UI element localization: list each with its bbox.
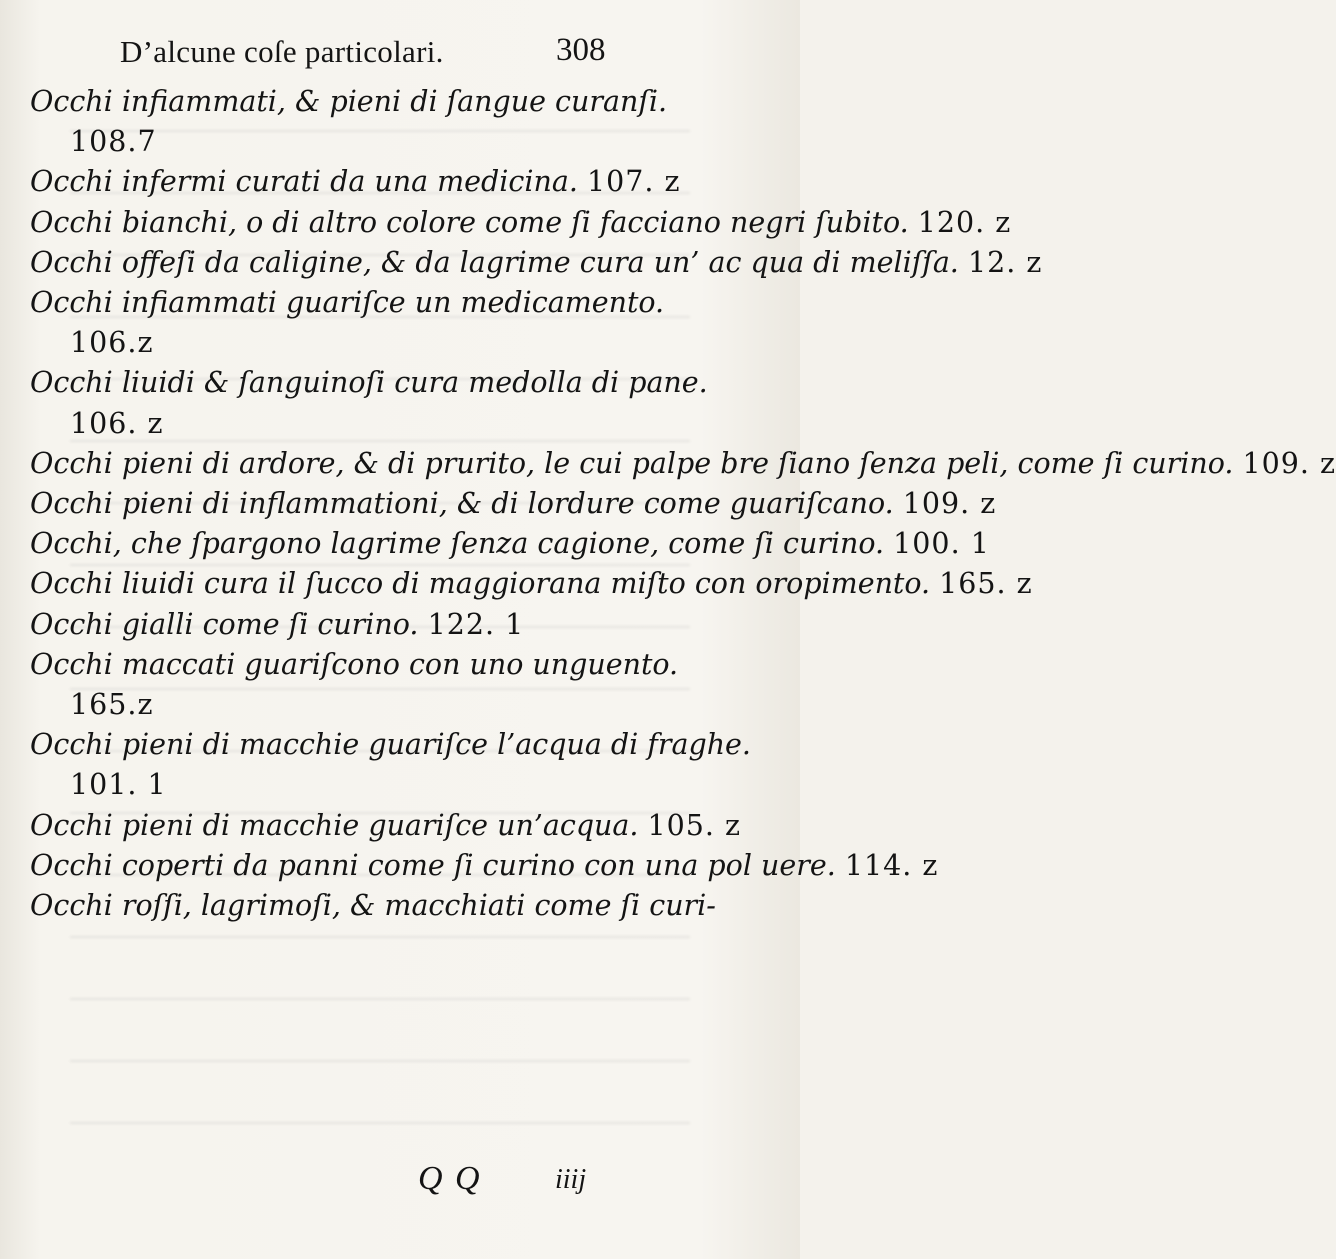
signature-number: iiij	[555, 1164, 587, 1195]
index-entry: Occhi offeſi da caligine, & da lagrime cura un’ ac qua di meliſſa. 12. z	[30, 245, 1043, 279]
index-entry: Occhi coperti da panni come ſi curino con una pol uere. 114. z	[30, 848, 939, 882]
index-entry: Occhi pieni di inflammationi, & di lordure come guariſcano. 109. z	[30, 487, 997, 521]
index-entry: Occhi infiammati, & pieni di ſangue curanſi. 108.7	[30, 85, 668, 159]
index-entry: Occhi infiammati guariſce un medicamento. 106.z	[30, 286, 665, 360]
running-header	[120, 28, 630, 78]
index-entry: Occhi maccati guariſcono con uno unguento. 165.z	[30, 647, 679, 722]
signature-mark: Q Q	[418, 1160, 482, 1197]
index-entry: Occhi, che ſpargono lagrime ſenza cagione, come ſi curino. 100. 1	[30, 527, 990, 561]
index-entry: Occhi pieni di macchie guariſce l’acqua di fraghe. 101. 1	[30, 728, 751, 802]
index-entries	[30, 82, 1336, 926]
page-footer	[0, 1160, 800, 1200]
running-title: D’alcune coſe particolari.	[120, 34, 444, 69]
page-number: 308	[556, 32, 606, 68]
index-entry: Occhi pieni di macchie guariſce un’acqua. 105. z	[30, 808, 742, 842]
index-entry: Occhi liuidi & ſanguinoſi cura medolla di pane. 106. z	[30, 366, 708, 440]
index-entry: Occhi gialli come ſi curino. 122. 1	[30, 607, 525, 641]
index-entry: Occhi liuidi cura il ſucco di maggiorana miſto con oropimento. 165. z	[30, 567, 1033, 601]
index-entry: Occhi roſſi, lagrimoſi, & macchiati come ſi curi-	[30, 889, 716, 923]
index-entry: Occhi infermi curati da una medicina. 107. z	[30, 165, 681, 199]
index-entry: Occhi bianchi, o di altro colore come ſi facciano negri ſubito. 120. z	[30, 205, 1012, 239]
index-entry: Occhi pieni di ardore, & di prurito, le cui palpe bre ſiano ſenza peli, come ſi curino. 109. z	[30, 446, 1336, 480]
